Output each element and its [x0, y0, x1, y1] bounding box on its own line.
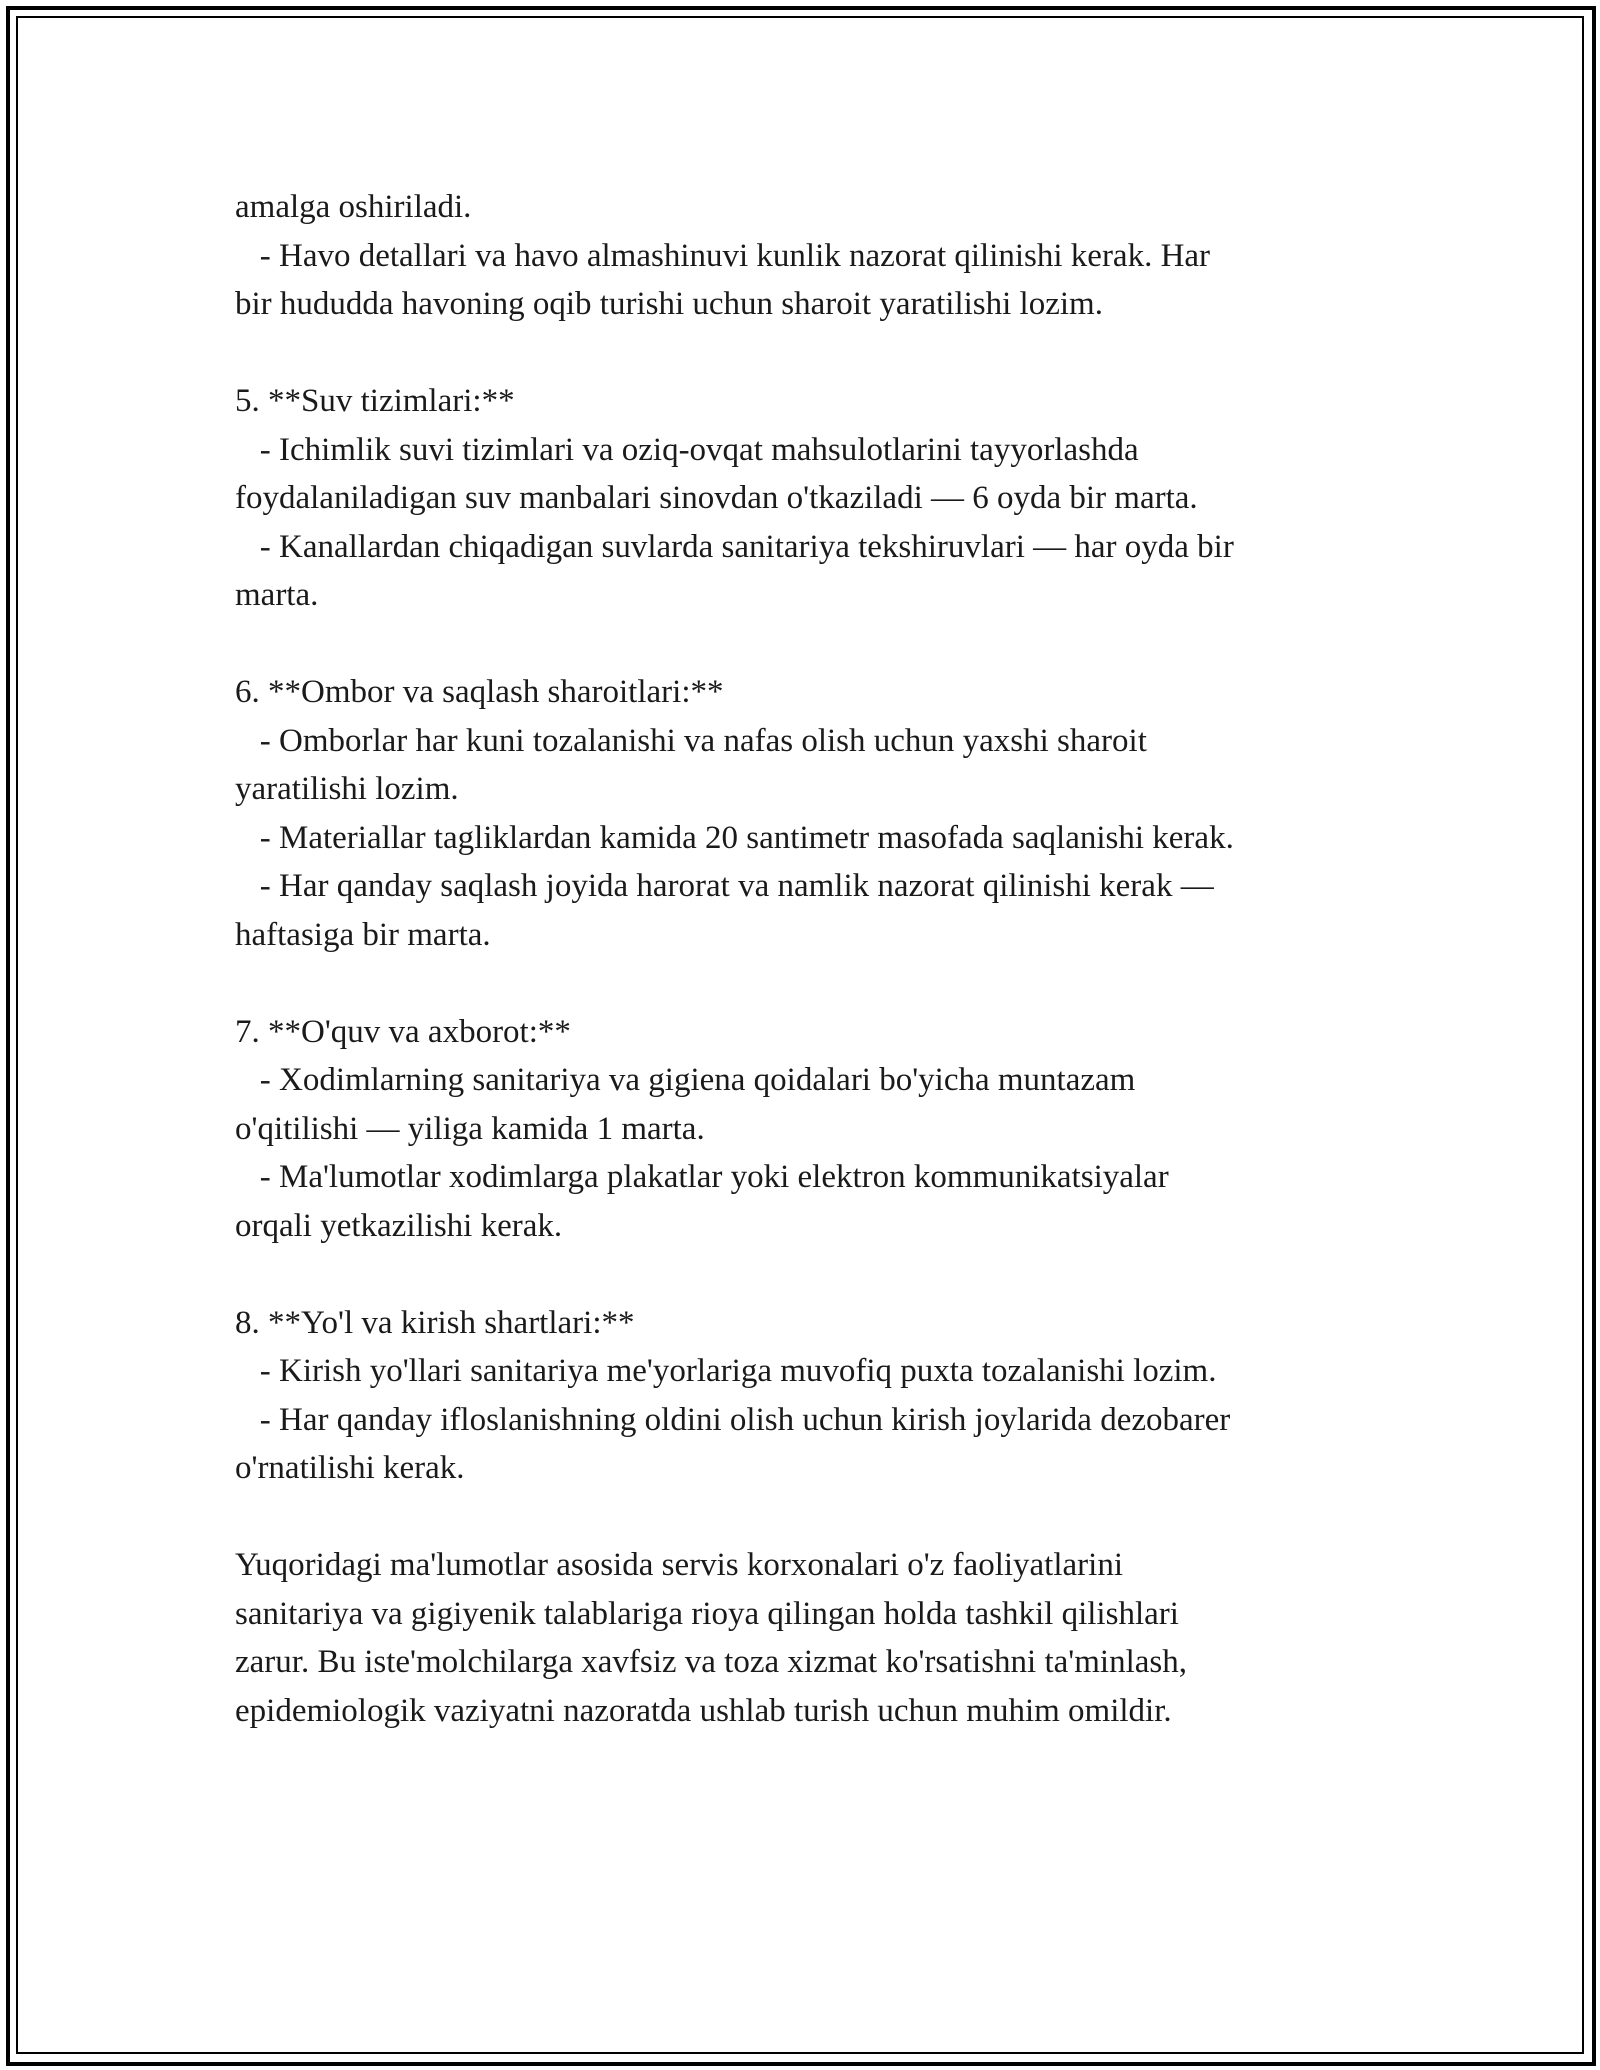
text-line: - Omborlar har kuni tozalanishi va nafas olish uchun yaxshi sharoit: [235, 722, 1147, 759]
paragraph-gap: [235, 1250, 1365, 1299]
conclusion-line: zarur. Bu iste'molchilarga xavfsiz va toza xizmat ko'rsatishni ta'minlash,: [235, 1644, 1187, 1680]
text-line: bir hududda havoning oqib turishi uchun sharoit yaratilishi lozim.: [235, 286, 1103, 322]
section-heading: 8. **Yo'l va kirish shartlari:**: [235, 1304, 635, 1341]
text-line: - Har qanday ifloslanishning oldini olish uchun kirish joylarida dezobarer: [235, 1401, 1231, 1438]
text-line: - Havo detallari va havo almashinuvi kunlik nazorat qilinishi kerak. Har: [235, 237, 1211, 274]
conclusion-line: epidemiologik vaziyatni nazoratda ushlab turish uchun muhim omildir.: [235, 1692, 1172, 1729]
text-line: - Materiallar tagliklardan kamida 20 santimetr masofada saqlanishi kerak.: [235, 819, 1234, 856]
paragraph-gap: [235, 1493, 1365, 1542]
text-line: - Kirish yo'llari sanitariya me'yorlariga muvofiq puxta tozalanishi lozim.: [235, 1353, 1217, 1389]
paragraph-gap: [235, 959, 1365, 1008]
text-line: orqali yetkazilishi kerak.: [235, 1207, 563, 1244]
conclusion-line: sanitariya va gigiyenik talablariga rioya qilingan holda tashkil qilishlari: [235, 1595, 1179, 1632]
text-line: haftasiga bir marta.: [235, 916, 491, 953]
text-line: - Ichimlik suvi tizimlari va oziq-ovqat mahsulotlarini tayyorlashda: [235, 431, 1139, 468]
section-heading: 6. **Ombor va saqlash sharoitlari:**: [235, 674, 724, 710]
text-line: - Xodimlarning sanitariya va gigiena qoidalari bo'yicha muntazam: [235, 1062, 1136, 1098]
text-line: - Kanallardan chiqadigan suvlarda sanitariya tekshiruvlari — har oyda bir: [235, 528, 1234, 565]
document-body: [235, 183, 1365, 1735]
section-heading: 7. **O'quv va axborot:**: [235, 1013, 571, 1050]
section-heading: 5. **Suv tizimlari:**: [235, 383, 515, 419]
text-line: o'qitilishi — yiliga kamida 1 marta.: [235, 1110, 705, 1147]
text-line: - Ma'lumotlar xodimlarga plakatlar yoki elektron kommunikatsiyalar: [235, 1159, 1169, 1195]
paragraph-gap: [235, 329, 1365, 378]
text-line: amalga oshiriladi.: [235, 189, 472, 225]
text-line: yaratilishi lozim.: [235, 771, 459, 807]
text-line: o'rnatilishi kerak.: [235, 1450, 465, 1486]
paragraph-gap: [235, 620, 1365, 669]
text-line: marta.: [235, 577, 319, 613]
text-line: - Har qanday saqlash joyida harorat va namlik nazorat qilinishi kerak —: [235, 868, 1214, 904]
conclusion-line: Yuqoridagi ma'lumotlar asosida servis korxonalari o'z faoliyatlarini: [235, 1547, 1123, 1583]
text-line: foydalaniladigan suv manbalari sinovdan o'tkaziladi — 6 oyda bir marta.: [235, 480, 1198, 516]
